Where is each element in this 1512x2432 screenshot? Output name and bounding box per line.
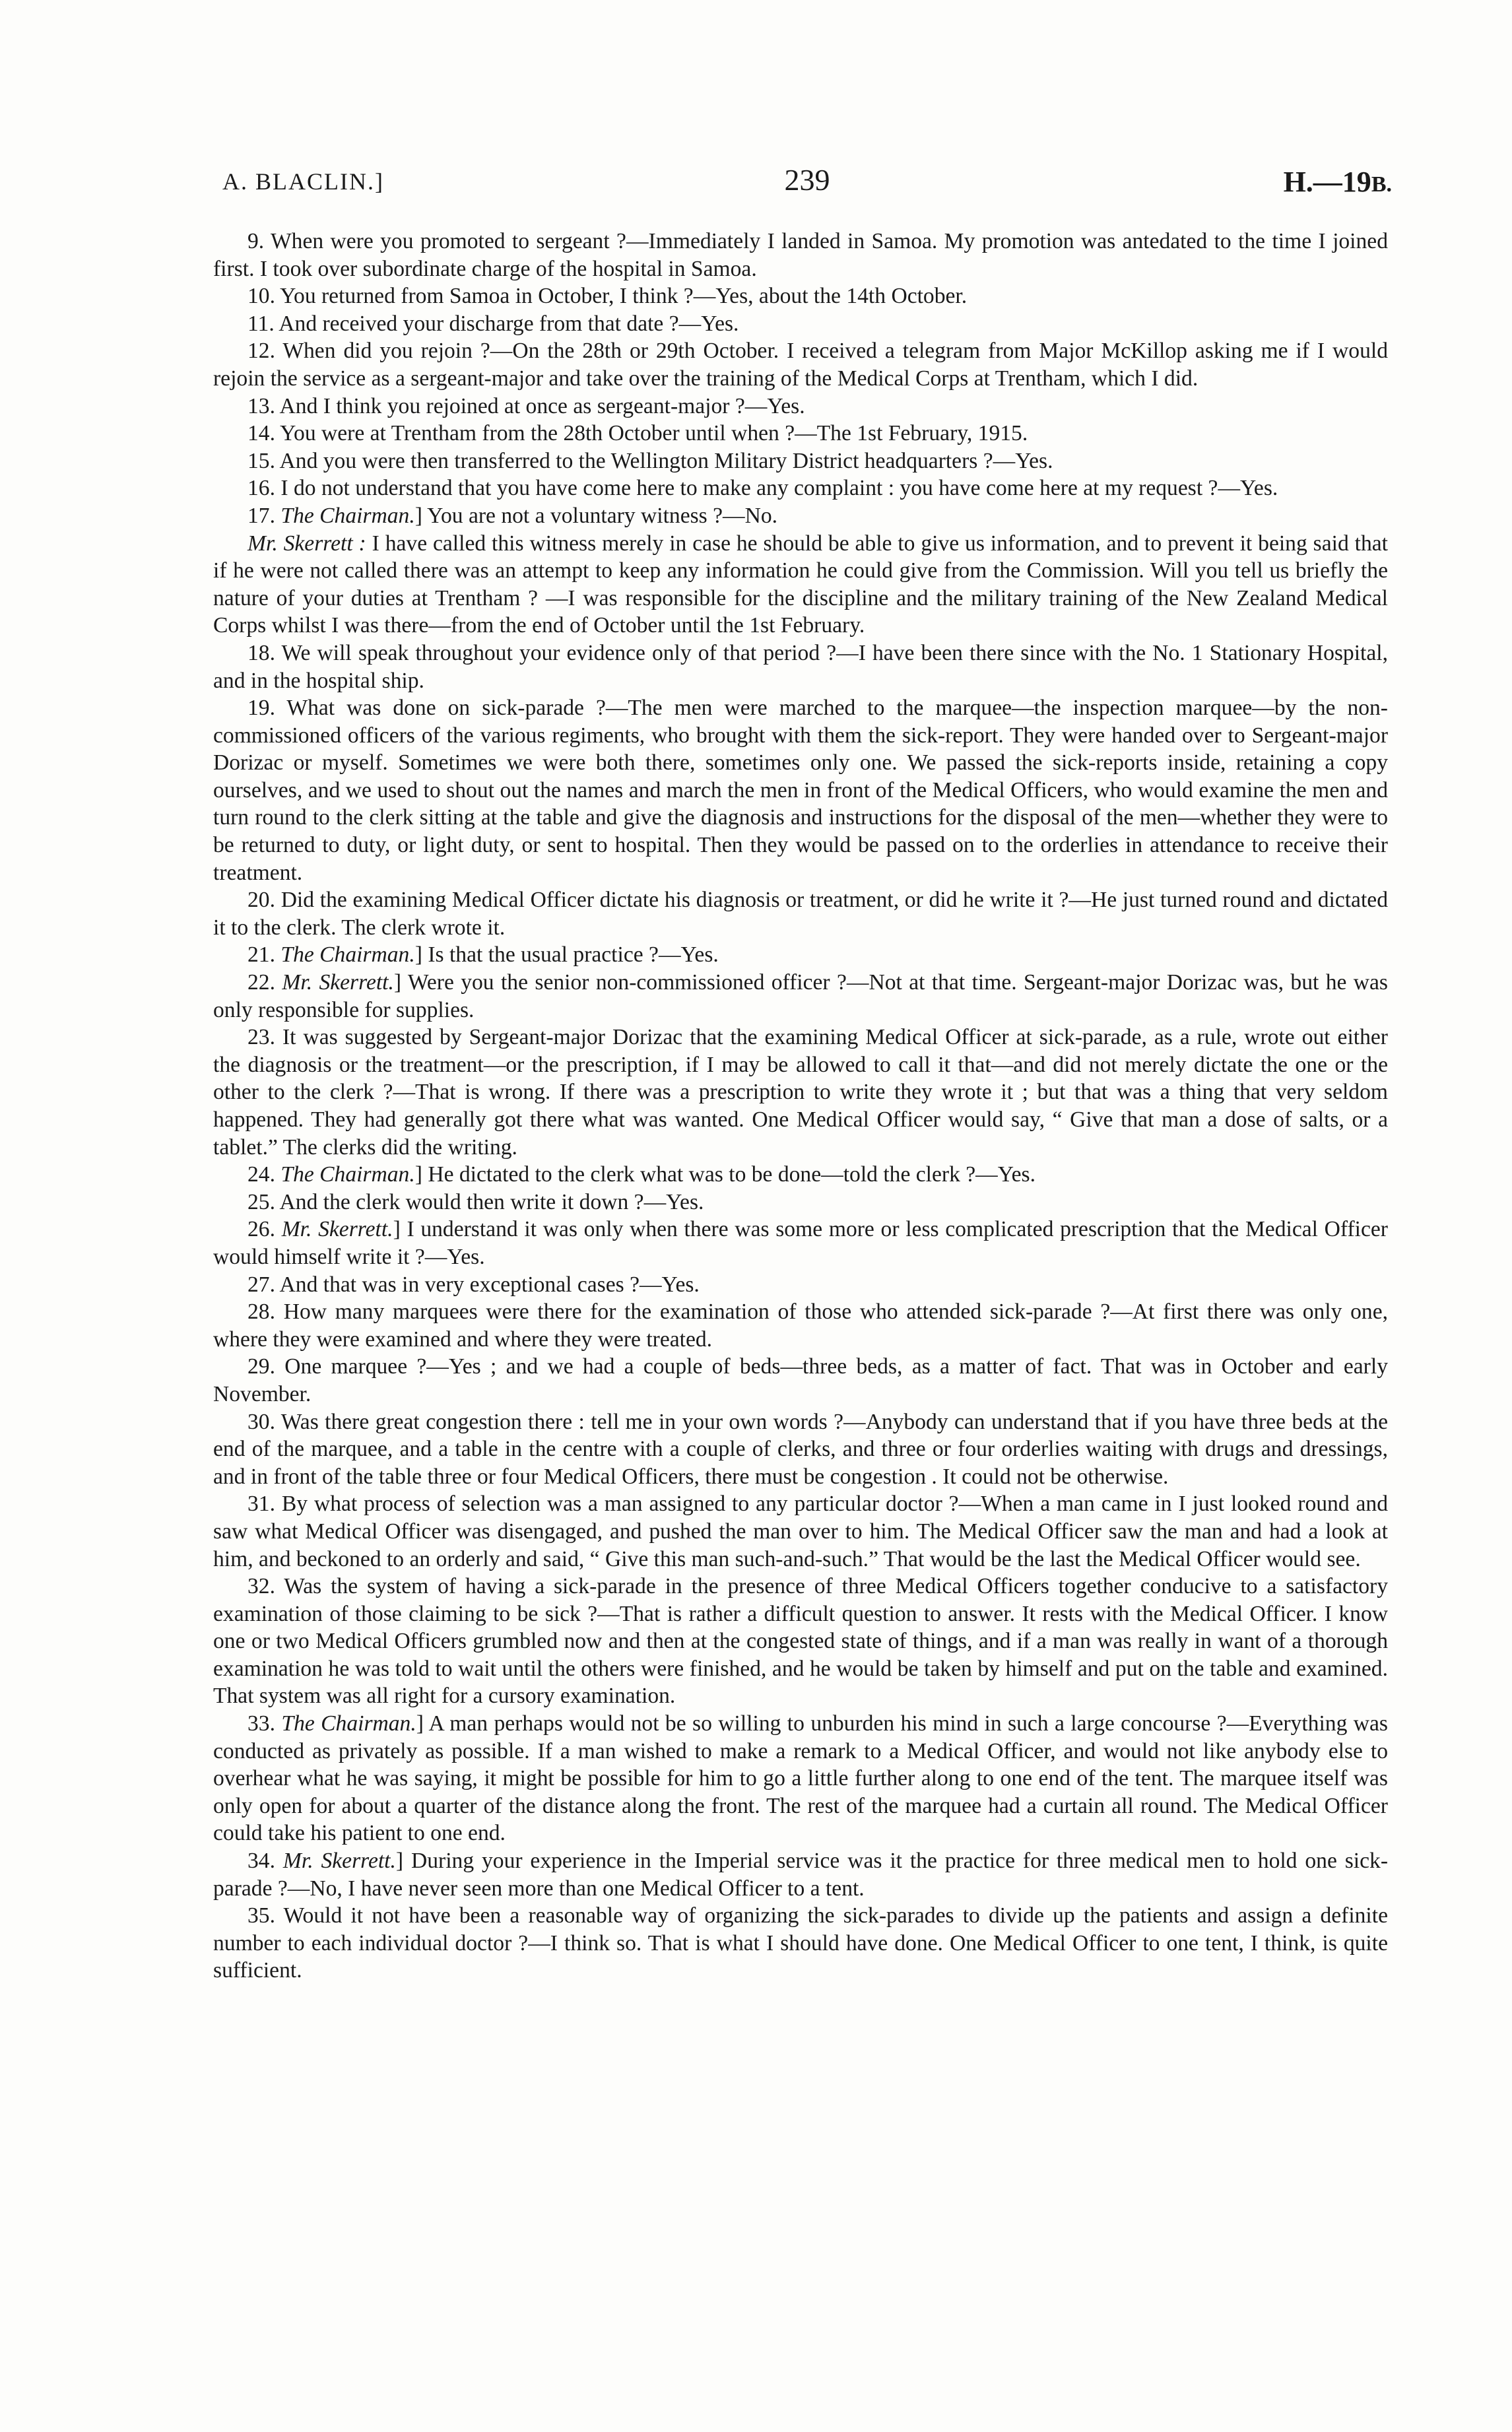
question-number: 15. — [247, 448, 275, 473]
question-paragraph — [213, 1490, 1388, 1573]
speaker-name: Mr. Skerrett. — [282, 1849, 396, 1874]
question-number: 31. — [247, 1492, 275, 1517]
document-reference-main: H.—19 — [1283, 166, 1371, 198]
question-paragraph — [213, 282, 1388, 310]
question-paragraph — [213, 1573, 1388, 1710]
paragraph-text: One marquee ?—Yes ; and we had a couple of beds—three beds, as a matter of fact. That was in October and early November. — [213, 1354, 1388, 1406]
question-paragraph — [213, 1189, 1388, 1216]
question-paragraph — [213, 447, 1388, 475]
question-paragraph — [213, 393, 1388, 420]
question-number: 20. — [247, 888, 275, 913]
question-paragraph — [213, 420, 1388, 447]
question-number: 17. — [247, 503, 275, 528]
question-paragraph — [213, 1408, 1388, 1491]
paragraph-text: And received your discharge from that date ?—Yes. — [279, 311, 739, 336]
question-paragraph — [213, 1902, 1388, 1985]
paragraph-text: ] A man perhaps would not be so willing to unburden his mind in such a large concourse ?—Everything was conducted as privately as possible. If a man wished to make a remark to a Medical Officer, and would not like anybody else to overhear what he was saying, it might be possible for him to go a little further along to one end of the tent. The marquee itself was only open for about a quarter of the distance along the front. The rest of the marquee had a curtain all round. The Medical Officer could take his patient to one end. — [213, 1711, 1388, 1846]
question-number: 30. — [247, 1409, 275, 1434]
document-reference — [1284, 165, 1392, 199]
question-number: 29. — [247, 1354, 275, 1379]
paragraph-text: How many marquees were there for the examination of those who attended sick-parade ?—At first there was only one, where they were examined and where they were treated. — [213, 1299, 1388, 1352]
question-paragraph — [213, 337, 1388, 392]
question-paragraph — [213, 694, 1388, 886]
paragraph-text: By what process of selection was a man assigned to any particular doctor ?—When a man came in I just looked round and saw what Medical Officer was disengaged, and pushed the man over to him. The Medical Officer saw the man and had a look at him, and beckoned to an orderly and said, “ Give this man such-and-such.” That would be the last the Medical Officer would see. — [213, 1492, 1388, 1571]
paragraph-text: When were you promoted to sergeant ?—Immediately I landed in Samoa. My promotion was antedated to the time I joined first. I took over subordinate charge of the hospital in Samoa. — [213, 229, 1388, 281]
paragraph-text: Was the system of having a sick-parade in the presence of three Medical Officers together conducive to a satisfactory examination of those claiming to be sick ?—That is rather a difficult question to answer. It rests with the Medical Officer. I know one or two Medical Officers grumbled now and then at the congested state of things, and if a man was really in want of a thorough examination he was told to wait until the others were finished, and he would be taken by himself and put on the table and examined. That system was all right for a cursory examination. — [213, 1574, 1388, 1709]
question-number: 24. — [247, 1162, 275, 1187]
paragraph-text: ] I understand it was only when there was some more or less complicated prescription that the Medical Officer would himself write it ?—Yes. — [213, 1217, 1388, 1269]
question-paragraph — [213, 1271, 1388, 1299]
question-number: 10. — [247, 284, 275, 309]
question-number: 25. — [247, 1189, 275, 1214]
paragraph-text: What was done on sick-parade ?—The men were marched to the marquee—the inspection marquee—by the non-commissioned officers of the various regiments, who brought with them the sick-report. They were handed over to Sergeant-major Dorizac or myself. Sometimes we were both there, sometimes only one. We passed the sick-reports inside, retaining a copy ourselves, and we used to shout out the names and march the men in front of the Medical Officers, who would examine the men and turn round to the clerk sitting at the table and give the diagnosis and instructions for the disposal of the men—whether they were to be returned to duty, or light duty, or sent to hospital. Then they would be passed on to the orderlies in attendance to receive their treatment. — [213, 696, 1388, 885]
question-paragraph — [213, 502, 1388, 530]
question-paragraph — [213, 1353, 1388, 1408]
speaker-name: The Chairman. — [280, 1162, 415, 1187]
paragraph-text: Was there great congestion there : tell me in your own words ?—Anybody can understand that if you have three beds at the end of the marquee, and a table in the centre with a couple of clerks, and three or four orderlies waiting with drugs and dressings, and in front of the table three or four Medical Officers, there must be congestion . It could not be otherwise. — [213, 1409, 1388, 1489]
question-number: 18. — [247, 640, 275, 665]
question-number: 11. — [247, 311, 275, 336]
question-number: 9. — [247, 229, 265, 253]
paragraph-text: And the clerk would then write it down ?—Yes. — [279, 1189, 704, 1214]
paragraph-text: It was suggested by Sergeant-major Dorizac that the examining Medical Officer at sick-parade, as a rule, wrote out either the diagnosis or the treatment—or the prescription, if I may be allowed to call it that—and did not merely dictate the one or the other to the clerk ?—That is wrong. If there was a prescription to write they wrote it ; but that was a thing that very seldom happened. They had generally got there what was wanted. One Medical Officer would say, “ Give that man a dose of salts, or a tablet.” The clerks did the writing. — [213, 1025, 1388, 1160]
paragraph-text: ] Is that the usual practice ?—Yes. — [414, 942, 719, 968]
question-number: 16. — [247, 476, 275, 501]
question-number: 33. — [247, 1711, 275, 1736]
question-number: 21. — [247, 942, 275, 968]
page-number: 239 — [784, 163, 830, 197]
question-number: 19. — [247, 696, 275, 721]
paragraph-text: You returned from Samoa in October, I think ?—Yes, about the 14th October. — [280, 284, 968, 309]
speaker-name: Mr. Skerrett : — [247, 531, 366, 556]
question-number: 22. — [247, 970, 275, 995]
question-paragraph — [213, 886, 1388, 941]
page-header — [222, 162, 1392, 209]
paragraph-text: ] He dictated to the clerk what was to be done—told the clerk ?—Yes. — [414, 1162, 1035, 1187]
paragraph-text: I have called this witness merely in case he should be able to give us information, and to prevent it being said that if he were not called there was an attempt to keep any information he could give from the Commission. Will you tell us briefly the nature of your duties at Trentham ? —I was responsible for the discipline and the military training of the New Zealand Medical Corps whilst I was there—from the end of October until the 1st February. — [213, 531, 1388, 638]
question-paragraph — [213, 969, 1388, 1024]
paragraph-text: We will speak throughout your evidence only of that period ?—I have been there since with the No. 1 Stationary Hospital, and in the hospital ship. — [213, 640, 1388, 693]
question-number: 34. — [247, 1849, 275, 1874]
witness-name: A. BLACLIN.] — [222, 168, 384, 195]
question-paragraph — [213, 1161, 1388, 1189]
question-paragraph — [213, 1847, 1388, 1902]
question-number: 23. — [247, 1025, 275, 1050]
question-paragraph — [213, 941, 1388, 969]
question-number: 12. — [247, 339, 275, 364]
paragraph-text: You were at Trentham from the 28th October until when ?—The 1st February, 1915. — [280, 421, 1028, 446]
question-paragraph — [213, 640, 1388, 694]
question-paragraph — [213, 1298, 1388, 1353]
question-paragraph — [213, 1024, 1388, 1161]
paragraph-text: I do not understand that you have come here to make any complaint : you have come here at my request ?—Yes. — [280, 476, 1278, 501]
paragraph-text: When did you rejoin ?—On the 28th or 29th October. I received a telegram from Major McKillop asking me if I would rejoin the service as a sergeant-major and take over the training of the Medical Corps at Trentham, which I did. — [213, 339, 1388, 391]
speaker-name: The Chairman. — [280, 942, 415, 968]
question-number: 13. — [247, 393, 275, 418]
paragraph-text: And you were then transferred to the Wellington Military District headquarters ?—Yes. — [279, 448, 1053, 473]
paragraph-text: Would it not have been a reasonable way of organizing the sick-parades to divide up the patients and assign a definite number to each individual doctor ?—I think so. That is what I should have done. One Medical Officer to one tent, I think, is quite sufficient. — [213, 1903, 1388, 1983]
speaker-name: Mr. Skerrett. — [282, 970, 394, 995]
document-reference-suffix: B. — [1371, 172, 1392, 197]
question-paragraph — [213, 1710, 1388, 1847]
paragraph-text: And I think you rejoined at once as sergeant-major ?—Yes. — [279, 393, 805, 418]
speaker-name: The Chairman. — [280, 503, 415, 528]
question-paragraph — [213, 228, 1388, 282]
question-number: 14. — [247, 421, 275, 446]
question-paragraph — [213, 475, 1388, 502]
paragraph-text: And that was in very exceptional cases ?—Yes. — [279, 1272, 700, 1297]
question-number: 28. — [247, 1299, 275, 1325]
question-number: 35. — [247, 1903, 275, 1928]
speaker-name: Mr. Skerrett. — [281, 1217, 393, 1242]
paragraph-text: ] You are not a voluntary witness ?—No. — [414, 503, 778, 528]
paragraph-text: ] Were you the senior non-commissioned officer ?—Not at that time. Sergeant-major Dorizac was, but he was only responsible for supplies. — [213, 970, 1388, 1022]
question-paragraph — [213, 1216, 1388, 1270]
testimony-body — [213, 228, 1388, 1985]
speaker-name: The Chairman. — [281, 1711, 416, 1736]
question-number: 27. — [247, 1272, 275, 1297]
paragraph-text: Did the examining Medical Officer dictate his diagnosis or treatment, or did he write it ?—He just turned round and dictated it to the clerk. The clerk wrote it. — [213, 888, 1388, 940]
question-number: 26. — [247, 1217, 275, 1242]
question-paragraph — [213, 310, 1388, 338]
paragraph-text: ] During your experience in the Imperial service was it the practice for three medical men to hold one sick-parade ?—No, I have never seen more than one Medical Officer to a tent. — [213, 1849, 1388, 1901]
question-paragraph — [213, 530, 1388, 640]
question-number: 32. — [247, 1574, 275, 1599]
